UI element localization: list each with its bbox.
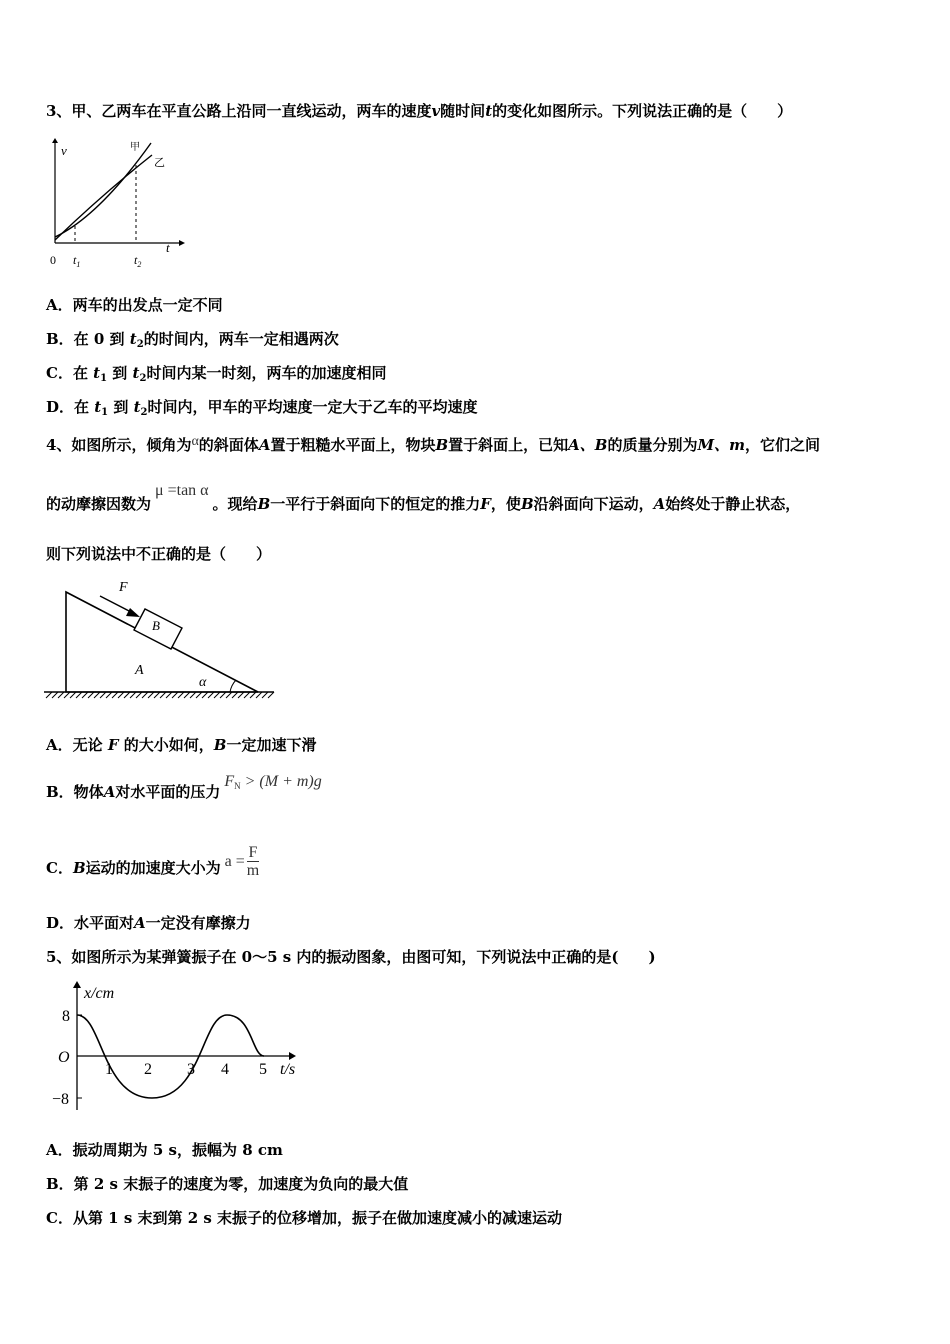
mu-formula: μ =tan α [155,482,209,499]
q4-option-b: B．物体A对水平面的压力$F_N > (M + m)g$ [46,773,322,801]
q3-option-a: A．两车的出发点一定不同 [46,296,223,314]
q4-angle-label: α [199,675,207,690]
q3-t1-label: $t_1$ [73,253,81,269]
q3-yi-label: 乙 [154,157,165,169]
q4-block-label: B [152,618,160,633]
q4-wedge-label: A [135,663,144,678]
q3-jia-label: 甲 [130,142,140,153]
q5-oscillation-graph [44,980,314,1114]
q4-stem-line1: 4、如图所示，倾角为α的斜面体A置于粗糙水平面上，物块B置于斜面上，已知A、B的质量分别为M、m，它们之间 [46,434,821,454]
q3-t-label: t [166,240,170,255]
q3-t2-label: $t_2$ [134,253,142,269]
q5-y-pos: 8 [62,1008,70,1025]
q5-tick-4: 4 [221,1061,229,1078]
q3-option-b: B．在 0 到 $t_2$的时间内，两车一定相遇两次 [46,330,339,350]
q4-incline-figure [40,574,280,704]
q3-vt-graph [44,138,194,272]
q5-x-label: t/s [280,1061,296,1078]
q3-option-d: D．在 $t_1$ 到 $t_2$时间内，甲车的平均速度一定大于乙车的平均速度 [46,398,478,418]
q5-y-label: x/cm [84,985,115,1002]
q3-stem: 3、甲、乙两车在平直公路上沿同一直线运动，两车的速度v随时间t的变化如图所示。下列说法正确的是（ ） [46,102,793,120]
q5-option-a: A．振动周期为 5 s，振幅为 8 cm [46,1141,283,1159]
q3-origin: 0 [50,253,56,267]
q5-tick-5: 5 [259,1061,267,1078]
q5-origin: O [58,1049,70,1066]
pressure-formula: $F_N > (M + m)g$ [224,773,322,791]
q5-option-c: C．从第 1 s 末到第 2 s 末振子的位移增加，振子在做加速度减小的减速运动 [46,1209,563,1227]
q4-option-d: D．水平面对A一定没有摩擦力 [46,914,251,932]
q3-option-c: C．在 $t_1$ 到 $t_2$时间内某一时刻，两车的加速度相同 [46,364,387,384]
q5-tick-3: 3 [187,1061,195,1078]
q3-v-label: v [61,143,67,158]
q5-option-b: B．第 2 s 末振子的速度为零，加速度为负向的最大值 [46,1175,409,1193]
q4-force-label: F [119,580,128,595]
q5-y-neg: −8 [52,1091,70,1108]
q5-stem: 5、如图所示为某弹簧振子在 0～5 s 内的振动图象，由图可知，下列说法中正确的是( ) [46,948,656,966]
accel-formula: a = $\frac{F}{m}$ [224,844,260,879]
q4-option-c: C．B运动的加速度大小为 a = $\frac{F}{m}$ [46,844,260,879]
q4-option-a: A．无论 F 的大小如何，B一定加速下滑 [46,736,317,754]
q5-tick-2: 2 [144,1061,152,1078]
q4-stem-line2: 的动摩擦因数为μ =tan α。现给B一平行于斜面向下的恒定的推力F，使B沿斜面向下运动，A始终处于静止状态， [46,482,801,513]
q5-tick-1: 1 [105,1061,113,1078]
q4-stem-line3: 则下列说法中不正确的是（ ） [46,545,272,563]
